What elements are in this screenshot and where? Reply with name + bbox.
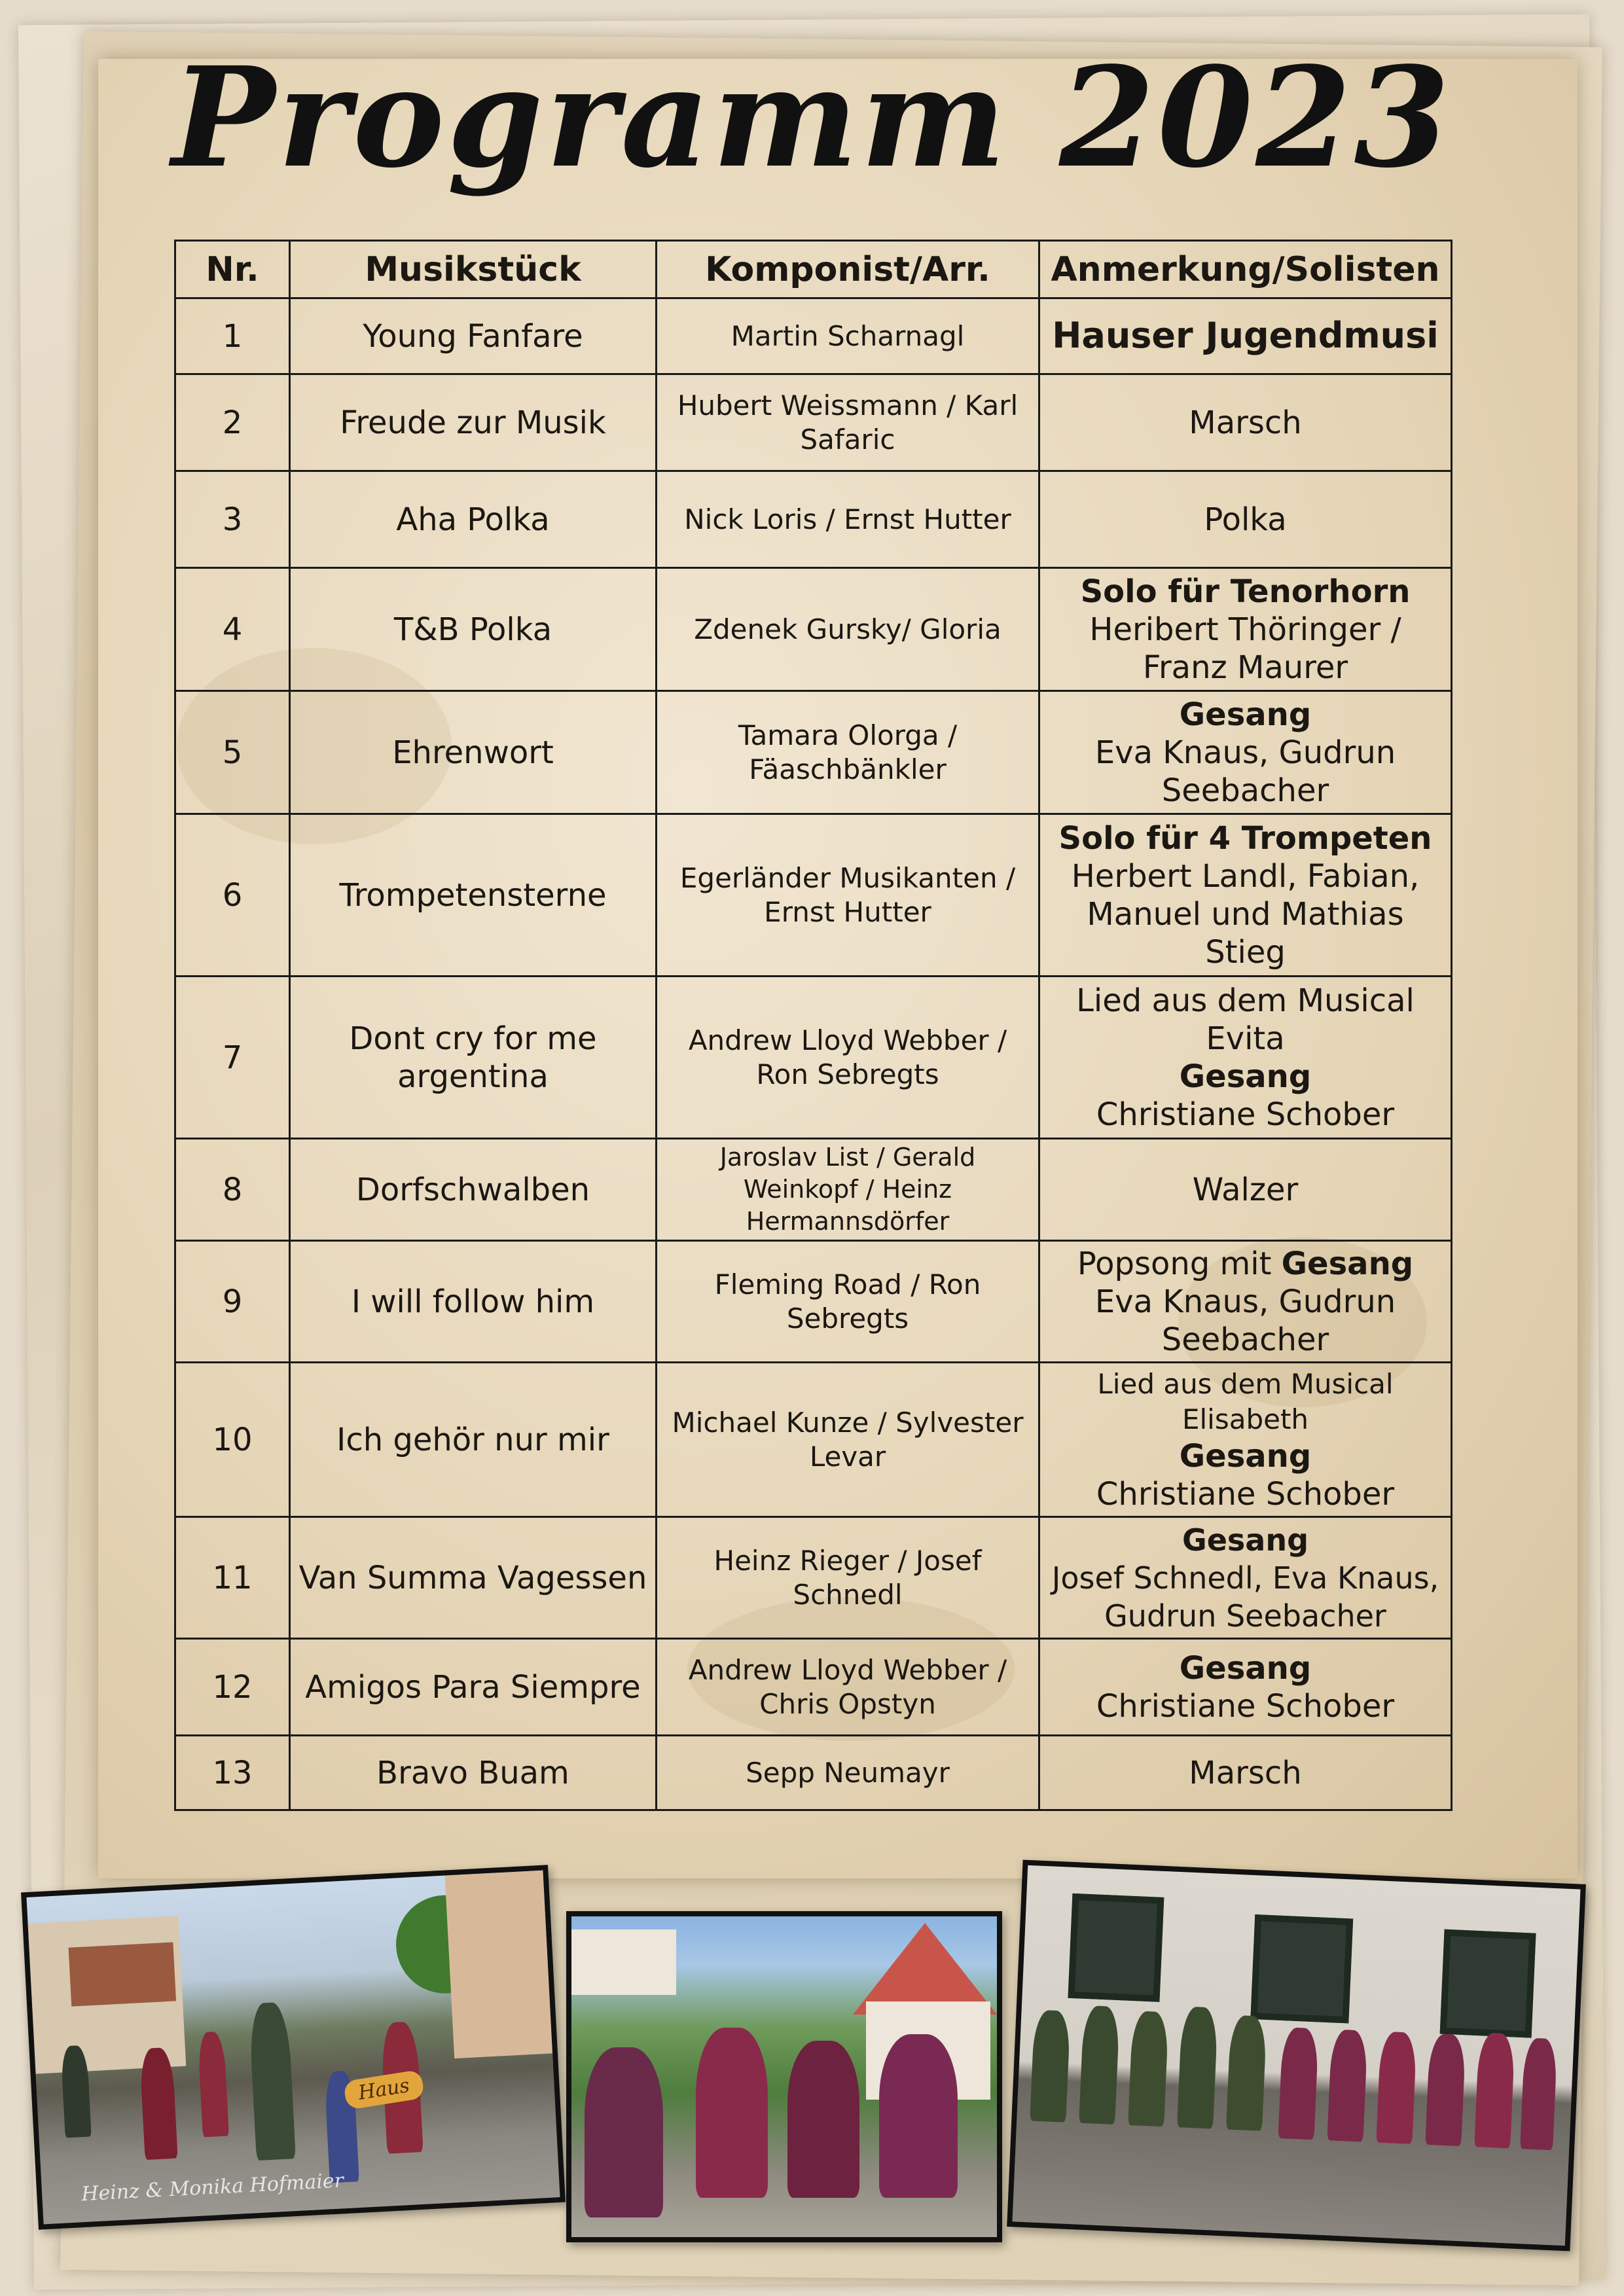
row-composer: Sepp Neumayr [657, 1736, 1039, 1810]
row-piece: T&B Polka [290, 568, 657, 691]
row-composer: Andrew Lloyd Webber / Chris Opstyn [657, 1639, 1039, 1736]
notes-text: Christiane Schober [1096, 1475, 1395, 1513]
table-row [175, 814, 1452, 977]
row-piece: Ich gehör nur mir [290, 1363, 657, 1517]
row-composer: Zdenek Gursky/ Gloria [657, 568, 1039, 691]
row-piece: Freude zur Musik [290, 374, 657, 471]
page-title: Programm 2023 [171, 37, 1453, 198]
notes-bold: Gesang [1179, 696, 1312, 733]
row-piece: Van Summa Vagessen [290, 1517, 657, 1639]
row-nr: 6 [175, 814, 290, 977]
row-nr: 7 [175, 977, 290, 1139]
table-row [175, 1363, 1452, 1517]
row-composer: Nick Loris / Ernst Hutter [657, 471, 1039, 568]
table-row [175, 1736, 1452, 1810]
row-composer: Andrew Lloyd Webber / Ron Sebregts [657, 977, 1039, 1139]
notes-text: Christiane Schober [1096, 1096, 1395, 1133]
row-notes: Walzer [1039, 1139, 1452, 1241]
notes-bold: Gesang [1179, 1437, 1312, 1475]
notes-bold: Solo für Tenorhorn [1080, 573, 1411, 610]
haus-sign: Haus [343, 2070, 425, 2110]
row-notes [1039, 1517, 1452, 1639]
row-nr: 12 [175, 1639, 290, 1736]
notes-text: Christiane Schober [1096, 1687, 1395, 1725]
notes-text: Lied aus dem Musical Evita [1076, 982, 1415, 1057]
row-composer: Egerländer Musikanten / Ernst Hutter [657, 814, 1039, 977]
row-nr: 13 [175, 1736, 290, 1810]
row-notes [1039, 1241, 1452, 1363]
row-piece: Young Fanfare [290, 298, 657, 374]
row-notes: Polka [1039, 471, 1452, 568]
row-nr: 5 [175, 691, 290, 814]
row-composer: Hubert Weissmann / Karl Safaric [657, 374, 1039, 471]
row-piece: Dorfschwalben [290, 1139, 657, 1241]
table-header-row [175, 241, 1452, 298]
notes-bold: Hauser Jugendmusi [1052, 314, 1439, 356]
notes-bold: Gesang [1182, 1522, 1309, 1558]
row-notes: Marsch [1039, 374, 1452, 471]
notes-bold: Solo für 4 Trompeten [1058, 819, 1432, 857]
table-row [175, 1639, 1452, 1736]
notes-text: Josef Schnedl, Eva Knaus, Gudrun Seebacher [1051, 1560, 1439, 1634]
table-row [175, 1139, 1452, 1241]
row-piece: Aha Polka [290, 471, 657, 568]
row-nr: 8 [175, 1139, 290, 1241]
row-composer: Jaroslav List / Gerald Weinkopf / Heinz Hermannsdörfer [657, 1139, 1039, 1241]
row-notes: Marsch [1039, 1736, 1452, 1810]
band-bench-photo [1007, 1859, 1586, 2251]
row-piece: Bravo Buam [290, 1736, 657, 1810]
table-row [175, 691, 1452, 814]
row-nr: 9 [175, 1241, 290, 1363]
header-nr: Nr. [175, 241, 290, 298]
row-nr: 3 [175, 471, 290, 568]
row-composer: Michael Kunze / Sylvester Levar [657, 1363, 1039, 1517]
table-row [175, 374, 1452, 471]
row-nr: 11 [175, 1517, 290, 1639]
group-outdoor-photo [566, 1911, 1002, 2242]
row-nr: 4 [175, 568, 290, 691]
parade-photo [21, 1865, 566, 2229]
row-composer: Tamara Olorga / Fäaschbänkler [657, 691, 1039, 814]
row-notes [1039, 1639, 1452, 1736]
row-notes [1039, 814, 1452, 977]
notes-bold: Gesang [1281, 1245, 1414, 1282]
header-piece: Musikstück [290, 241, 657, 298]
row-piece: Amigos Para Siempre [290, 1639, 657, 1736]
notes-text: Heribert Thöringer / Franz Maurer [1089, 611, 1401, 686]
table-row [175, 1241, 1452, 1363]
notes-text: Popsong mit [1077, 1245, 1272, 1282]
row-notes [1039, 1363, 1452, 1517]
table-row [175, 298, 1452, 374]
table-row [175, 568, 1452, 691]
notes-text: Eva Knaus, Gudrun Seebacher [1094, 734, 1396, 809]
notes-text: Eva Knaus, Gudrun Seebacher [1094, 1283, 1396, 1358]
row-nr: 1 [175, 298, 290, 374]
row-nr: 2 [175, 374, 290, 471]
notes-bold: Gesang [1179, 1058, 1312, 1095]
row-nr: 10 [175, 1363, 290, 1517]
photographer-signature: Heinz & Monika Hofmaier [81, 2169, 344, 2206]
row-composer: Fleming Road / Ron Sebregts [657, 1241, 1039, 1363]
row-composer: Heinz Rieger / Josef Schnedl [657, 1517, 1039, 1639]
notes-text: Lied aus dem Musical Elisabeth [1097, 1367, 1394, 1435]
row-notes [1039, 568, 1452, 691]
notes-bold: Gesang [1179, 1649, 1312, 1687]
table-row [175, 471, 1452, 568]
header-composer: Komponist/Arr. [657, 241, 1039, 298]
row-notes [1039, 298, 1452, 374]
row-piece: Ehrenwort [290, 691, 657, 814]
row-piece: Trompetensterne [290, 814, 657, 977]
row-piece: I will follow him [290, 1241, 657, 1363]
table-row [175, 977, 1452, 1139]
row-composer: Martin Scharnagl [657, 298, 1039, 374]
row-piece: Dont cry for me argentina [290, 977, 657, 1139]
notes-text: Herbert Landl, Fabian, Manuel und Mathias Stieg [1071, 857, 1420, 971]
program-table [174, 240, 1453, 1811]
row-notes [1039, 977, 1452, 1139]
row-notes [1039, 691, 1452, 814]
header-notes: Anmerkung/Solisten [1039, 241, 1452, 298]
table-row [175, 1517, 1452, 1639]
